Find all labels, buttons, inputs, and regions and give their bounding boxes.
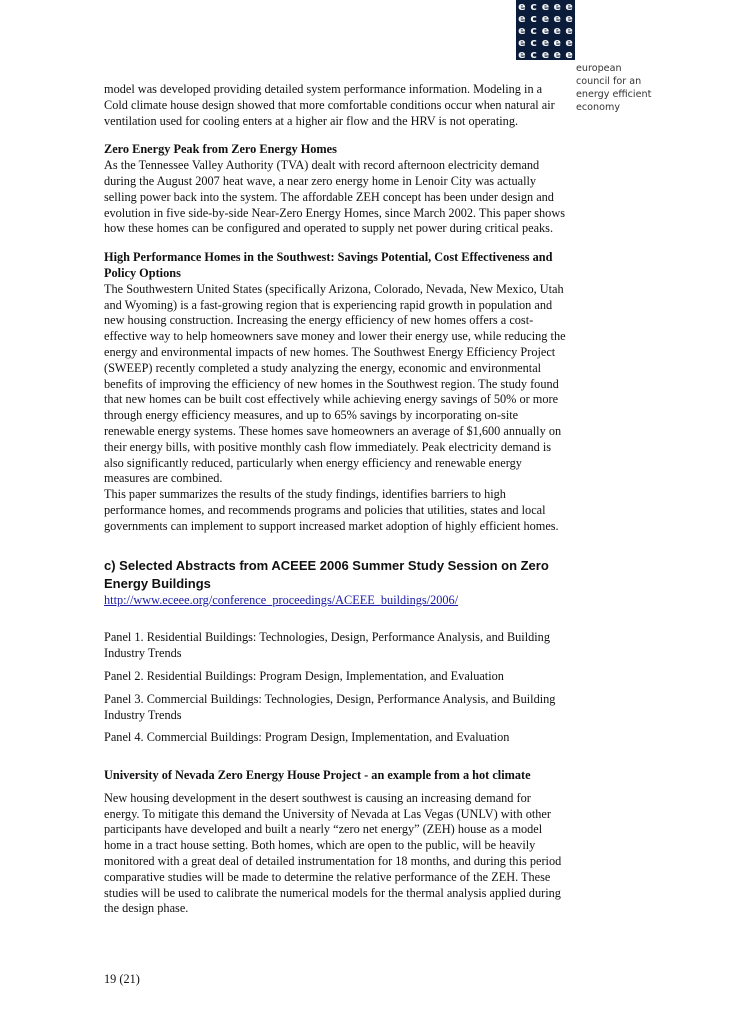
logo-letter: e [541,23,550,37]
continued-paragraph: model was developed providing detailed system performance information. Modeling in a Cold climate house design showed that more comfortable conditions occur when natural air ventilation used for cooling enters at a higher air flow and the HRV is not operating. [104,82,555,128]
logo-letter: e [565,11,573,25]
logo-letter: c [530,11,537,25]
org-line: european [576,63,622,74]
abstract-title-peak: Zero Energy Peak from Zero Energy Homes [104,142,337,157]
logo-letter: e [565,35,573,49]
logo-letter: e [518,47,526,60]
logo-letter: c [530,23,537,37]
panel-item: Panel 1. Residential Buildings: Technologies, Design, Performance Analysis, and Building Industry Trends [104,630,550,661]
proceedings-link[interactable]: http://www.eceee.org/conference_proceedings/ACEEE_buildings/2006/ [104,592,459,607]
org-line: economy [576,102,621,113]
org-line: energy efficient [576,89,652,100]
abstract-body-southwest-2: This paper summarizes the results of the study findings, identifies barriers to high performance homes, and recommends programs and policies that utilities, states and local governments can implement to support increased market adoption of highly efficient homes. [104,487,559,533]
logo-letter: e [553,35,562,49]
abstract-body-peak: As the Tennessee Valley Authority (TVA) dealt with record afternoon electricity demand during the August 2007 heat wave, a near zero energy home in Lenoir City was actually selling power back into the system. The affordable ZEH concept has been under design and evolution in five side-by-side Near-Zero Energy Homes, since March 2002. This paper shows how these homes can be configured and operated to supply net power during critical peaks. [104,158,566,236]
abstract-title-nevada: University of Nevada Zero Energy House Project - an example from a hot climate [104,768,531,783]
document-body [104,82,566,917]
logo-letter: e [553,23,562,37]
logo-letter: c [530,35,537,49]
logo-letter: e [565,23,573,37]
abstract-body-southwest: The Southwestern United States (specifically Arizona, Colorado, Nevada, New Mexico, Utah and Wyoming) is a fast-growing region that is experiencing rapid growth in population and new housing construction. Increasing the energy efficiency of new homes offers a cost-effective way to help homeowners save money and lower their energy use, while reducing the energy and environmental impacts of new homes. The Southwest Energy Efficiency Project (SWEEP) recently completed a study analyzing the energy, economic and environmental benefits of improving the efficiency of new homes in the Southwest region. The study found that new homes can be built cost effectively while achieving energy savings of 50% or more through energy efficiency measures, and up to 65% savings by incorporating on-site renewable energy systems. These homes save homeowners an average of $1,600 annually on their energy bills, with positive monthly cash flow immediately. Peak electricity demand is also significantly reduced, particularly when energy efficiency and renewable energy measures are combined. [104,281,566,486]
logo-letter: e [541,11,550,25]
panel-item: Panel 2. Residential Buildings: Program Design, Implementation, and Evaluation [104,668,504,683]
panel-item: Panel 4. Commercial Buildings: Program Design, Implementation, and Evaluation [104,730,510,745]
page-number: 19 (21) [104,972,140,986]
eceee-logo [516,0,575,60]
organization-name [576,62,686,114]
logo-letter: e [518,0,526,13]
logo-letter: e [565,47,573,60]
panel-item: Panel 3. Commercial Buildings: Technologies, Design, Performance Analysis, and Building Industry Trends [104,691,556,722]
logo-letter: c [530,0,537,13]
org-line: council for an [576,76,642,87]
logo-letter: e [518,35,526,49]
abstract-title-southwest: High Performance Homes in the Southwest: Savings Potential, Cost Effectiveness and Policy Options [104,250,553,280]
logo-letter: e [553,11,562,25]
logo-letter: e [518,11,526,25]
logo-letter: e [553,47,562,60]
logo-letter: e [541,0,550,13]
logo-letter: e [541,35,550,49]
section-heading: c) Selected Abstracts from ACEEE 2006 Summer Study Session on Zero Energy Buildings [104,557,549,591]
logo-letter: e [565,0,573,13]
logo-letter: e [518,23,526,37]
abstract-body-nevada: New housing development in the desert southwest is causing an increasing demand for energy. To mitigate this demand the University of Nevada at Las Vegas (UNLV) with other participants have developed and built a nearly “zero net energy” (ZEH) house as a model home in a tract house setting. Both homes, which are open to the public, will be heavily monitored with a great deal of detailed instrumentation for 18 months, and during this period comparative studies will be made to determine the relative performance of the ZEH. These studies will be used to calibrate the numerical models for the thermal analysis applied during the design phase. [104,790,562,916]
logo-letter: e [541,47,550,60]
logo-letter: c [530,47,537,60]
logo-letter: e [553,0,562,13]
